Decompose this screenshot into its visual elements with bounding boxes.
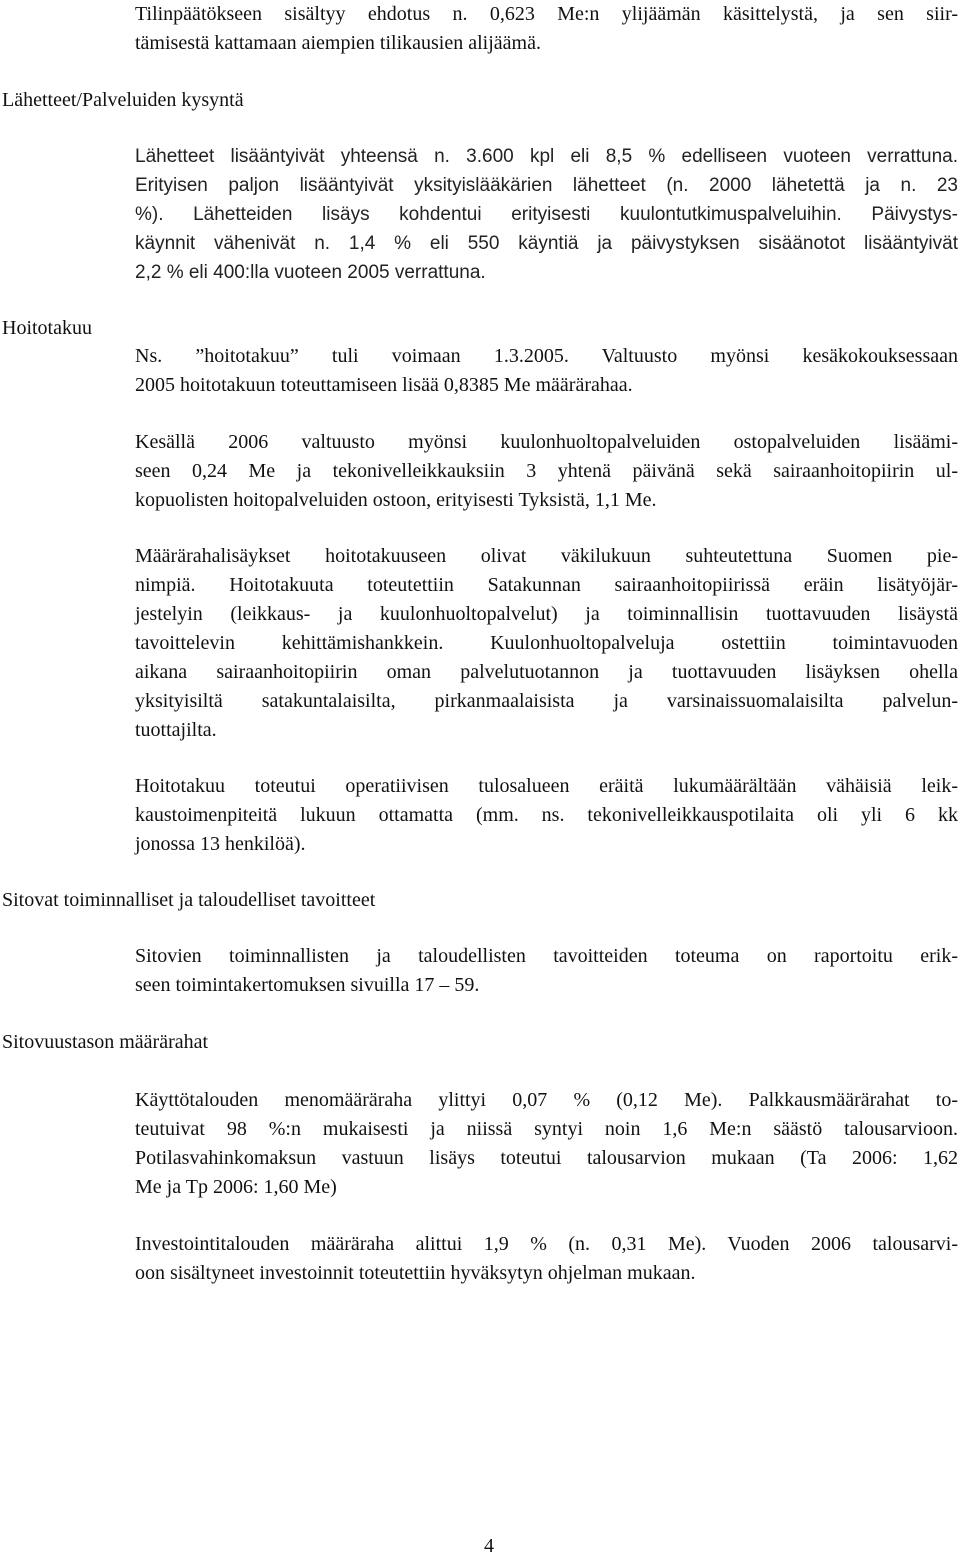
text-line: Kesällä 2006 valtuusto myönsi kuulonhuoltopalveluiden ostopalveluiden lisäämi- (135, 431, 958, 453)
text-line: Tilinpäätökseen sisältyy ehdotus n. 0,623 Me:n ylijäämän käsittelystä, ja sen siir- (135, 3, 958, 25)
maararahat-heading: Sitovuustason määrärahat (2, 1031, 209, 1053)
text-line: oon sisältyneet investoinnit toteutettiin hyväksytyn ohjelman mukaan. (135, 1262, 696, 1284)
hoitotakuu-paragraph-2 (135, 428, 958, 515)
text-line: teutuivat 98 %:n mukaisesti ja niissä syntyi noin 1,6 Me:n säästö talousarvioon. (135, 1118, 958, 1140)
text-line: Sitovien toiminnallisten ja taloudellisten tavoitteiden toteuma on raportoitu erik- (135, 945, 958, 967)
text-line: Lähetteet lisääntyivät yhteensä n. 3.600 kpl eli 8,5 % edelliseen vuoteen verrattuna. (135, 146, 958, 167)
text-line: 2,2 % eli 400:lla vuoteen 2005 verrattuna. (135, 262, 486, 283)
text-line: aikana sairaanhoitopiirin oman palvelutuotannon ja tuottavuuden lisäyksen ohella (135, 661, 958, 683)
text-line: seen toimintakertomuksen sivuilla 17 – 59. (135, 974, 480, 996)
maararahat-paragraph-1 (135, 1086, 958, 1202)
page-number: 4 (484, 1535, 494, 1557)
text-line: Käyttötalouden menomääräraha ylittyi 0,07 % (0,12 Me). Palkkausmäärärahat to- (135, 1089, 958, 1111)
text-line: jonossa 13 henkilöä). (135, 833, 306, 855)
text-line: tuottajilta. (135, 719, 217, 741)
text-line: 2005 hoitotakuun toteuttamiseen lisää 0,8385 Me määrärahaa. (135, 374, 633, 396)
text-line: Erityisen paljon lisääntyivät yksityislääkärien lähetteet (n. 2000 lähetettä ja n. 23 (135, 175, 958, 196)
lahetteet-paragraph (135, 142, 958, 287)
lahetteet-heading: Lähetteet/Palveluiden kysyntä (2, 89, 244, 111)
text-line: Investointitalouden määräraha alittui 1,9 % (n. 0,31 Me). Vuoden 2006 talousarvi- (135, 1233, 958, 1255)
hoitotakuu-heading: Hoitotakuu (2, 317, 92, 339)
text-line: jestelyin (leikkaus- ja kuulonhuoltopalvelut) ja toiminnallisin tuottavuuden lisäystä (135, 603, 958, 625)
hoitotakuu-paragraph-3 (135, 542, 958, 745)
text-line: tämisestä kattamaan aiempien tilikausien alijäämä. (135, 32, 541, 54)
text-line: kopuolisten hoitopalveluiden ostoon, erityisesti Tyksistä, 1,1 Me. (135, 489, 657, 511)
sitovat-heading: Sitovat toiminnalliset ja taloudelliset tavoitteet (2, 889, 376, 911)
text-line: seen 0,24 Me ja tekonivelleikkauksiin 3 yhtenä päivänä sekä sairaanhoitopiirin ul- (135, 460, 958, 482)
text-line: kaustoimenpiteitä lukuun ottamatta (mm. ns. tekonivelleikkauspotilaita oli yli 6 kk (135, 804, 958, 826)
intro-paragraph (135, 0, 958, 58)
text-line: Potilasvahinkomaksun vastuun lisäys toteutui talousarvion mukaan (Ta 2006: 1,62 (135, 1147, 958, 1169)
maararahat-paragraph-2 (135, 1230, 958, 1288)
text-line: Me ja Tp 2006: 1,60 Me) (135, 1176, 337, 1198)
text-line: nimpiä. Hoitotakuuta toteutettiin Satakunnan sairaanhoitopiirissä eräin lisätyöjär- (135, 574, 958, 596)
text-line: %). Lähetteiden lisäys kohdentui erityisesti kuulontutkimuspalveluihin. Päivystys- (135, 204, 958, 225)
hoitotakuu-paragraph-4 (135, 772, 958, 859)
text-line: Määrärahalisäykset hoitotakuuseen olivat väkilukuun suhteutettuna Suomen pie- (135, 545, 958, 567)
text-line: Ns. ”hoitotakuu” tuli voimaan 1.3.2005. Valtuusto myönsi kesäkokouksessaan (135, 345, 958, 367)
text-line: tavoittelevin kehittämishankkein. Kuulonhuoltopalveluja ostettiin toimintavuoden (135, 632, 958, 654)
hoitotakuu-paragraph-1 (135, 342, 958, 400)
text-line: Hoitotakuu toteutui operatiivisen tulosalueen eräitä lukumäärältään vähäisiä leik- (135, 775, 958, 797)
sitovat-paragraph (135, 942, 958, 1000)
text-line: yksityisiltä satakuntalaisilta, pirkanmaalaisista ja varsinaissuomalaisilta palvelun- (135, 690, 958, 712)
text-line: käynnit vähenivät n. 1,4 % eli 550 käyntiä ja päivystyksen sisäänotot lisääntyivät (135, 233, 958, 254)
